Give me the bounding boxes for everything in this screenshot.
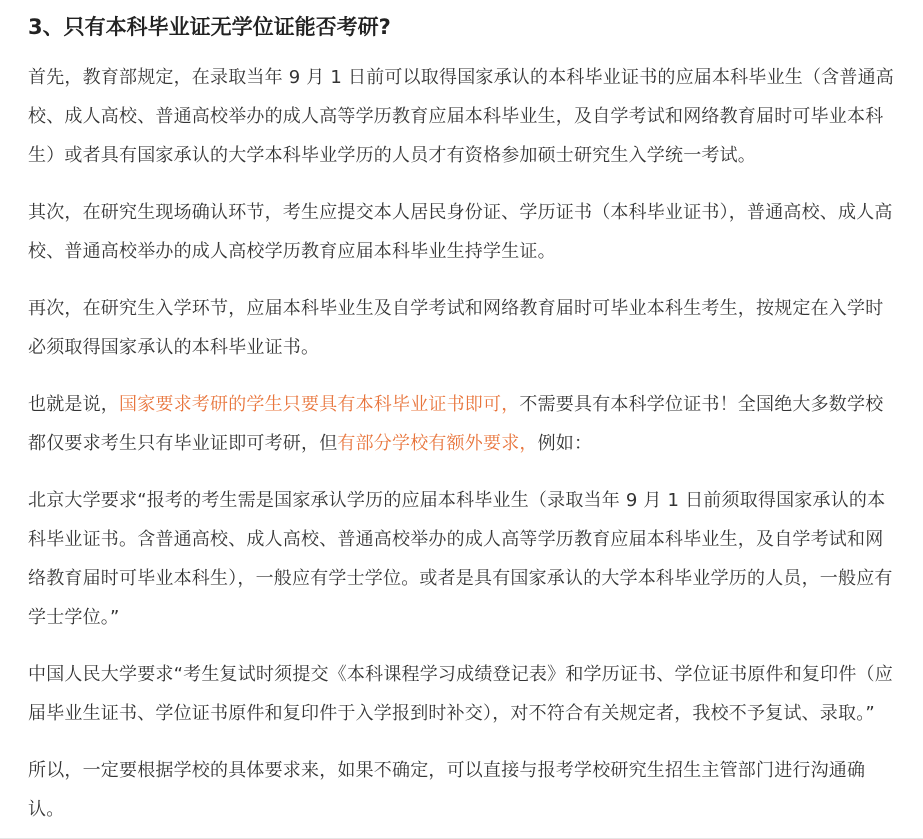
- paragraph-confirmation: 其次，在研究生现场确认环节，考生应提交本人居民身份证、学历证书（本科毕业证书），普通高校、成人高校、普通高校举办的成人高校学历教育应届本科毕业生持学生证。: [28, 202, 893, 262]
- summary-middle: 不需要具有本科学位证书！全国绝大多数学校都仅要求考生只有毕业证即可考研，但: [28, 394, 884, 454]
- highlight-diploma-only: 国家要求考研的学生只要具有本科毕业证书即可，: [119, 394, 520, 415]
- paragraph-enrollment: 再次，在研究生入学环节，应届本科毕业生及自学考试和网络教育届时可毕业本科生考生，按规定在入学时必须取得国家承认的本科毕业证书。: [28, 298, 884, 358]
- section-heading: 3、只有本科毕业证无学位证能否考研?: [28, 15, 391, 39]
- paragraph-summary: [28, 385, 898, 463]
- article-body: [28, 0, 898, 829]
- summary-lead: 也就是说，: [28, 394, 119, 415]
- highlight-extra-requirements: 有部分学校有额外要求，: [337, 433, 538, 454]
- paragraph-ruc-requirement: 中国人民大学要求“考生复试时须提交《本科课程学习成绩登记表》和学历证书、学位证书原件和复印件（应届毕业生证书、学位证书原件和复印件于入学报到时补交），对不符合有关规定者，我校不予复试、录取。”: [28, 664, 893, 724]
- paragraph-conclusion: 所以，一定要根据学校的具体要求来，如果不确定，可以直接与报考学校研究生招生主管部门进行沟通确认。: [28, 760, 866, 820]
- paragraph-pku-requirement: 北京大学要求“报考的考生需是国家承认学历的应届本科毕业生（录取当年 9 月 1 日前须取得国家承认的本科毕业证书。含普通高校、成人高校、普通高校举办的成人高等学历教育应届本科毕业生，及自学考试和网络教育届时可毕业本科生），一般应有学士学位。或者是具有国家承认的大学本科毕业学历的人员，一般应有学士学位。”: [28, 490, 893, 628]
- summary-tail: 例如：: [537, 433, 593, 454]
- paragraph-eligibility: 首先，教育部规定，在录取当年 9 月 1 日前可以取得国家承认的本科毕业证书的应届本科毕业生（含普通高校、成人高校、普通高校举办的成人高等学历教育应届本科毕业生，及自学考试和网络教育届时可毕业本科生）或者具有国家承认的大学本科毕业学历的人员才有资格参加硕士研究生入学统一考试。: [28, 67, 894, 166]
